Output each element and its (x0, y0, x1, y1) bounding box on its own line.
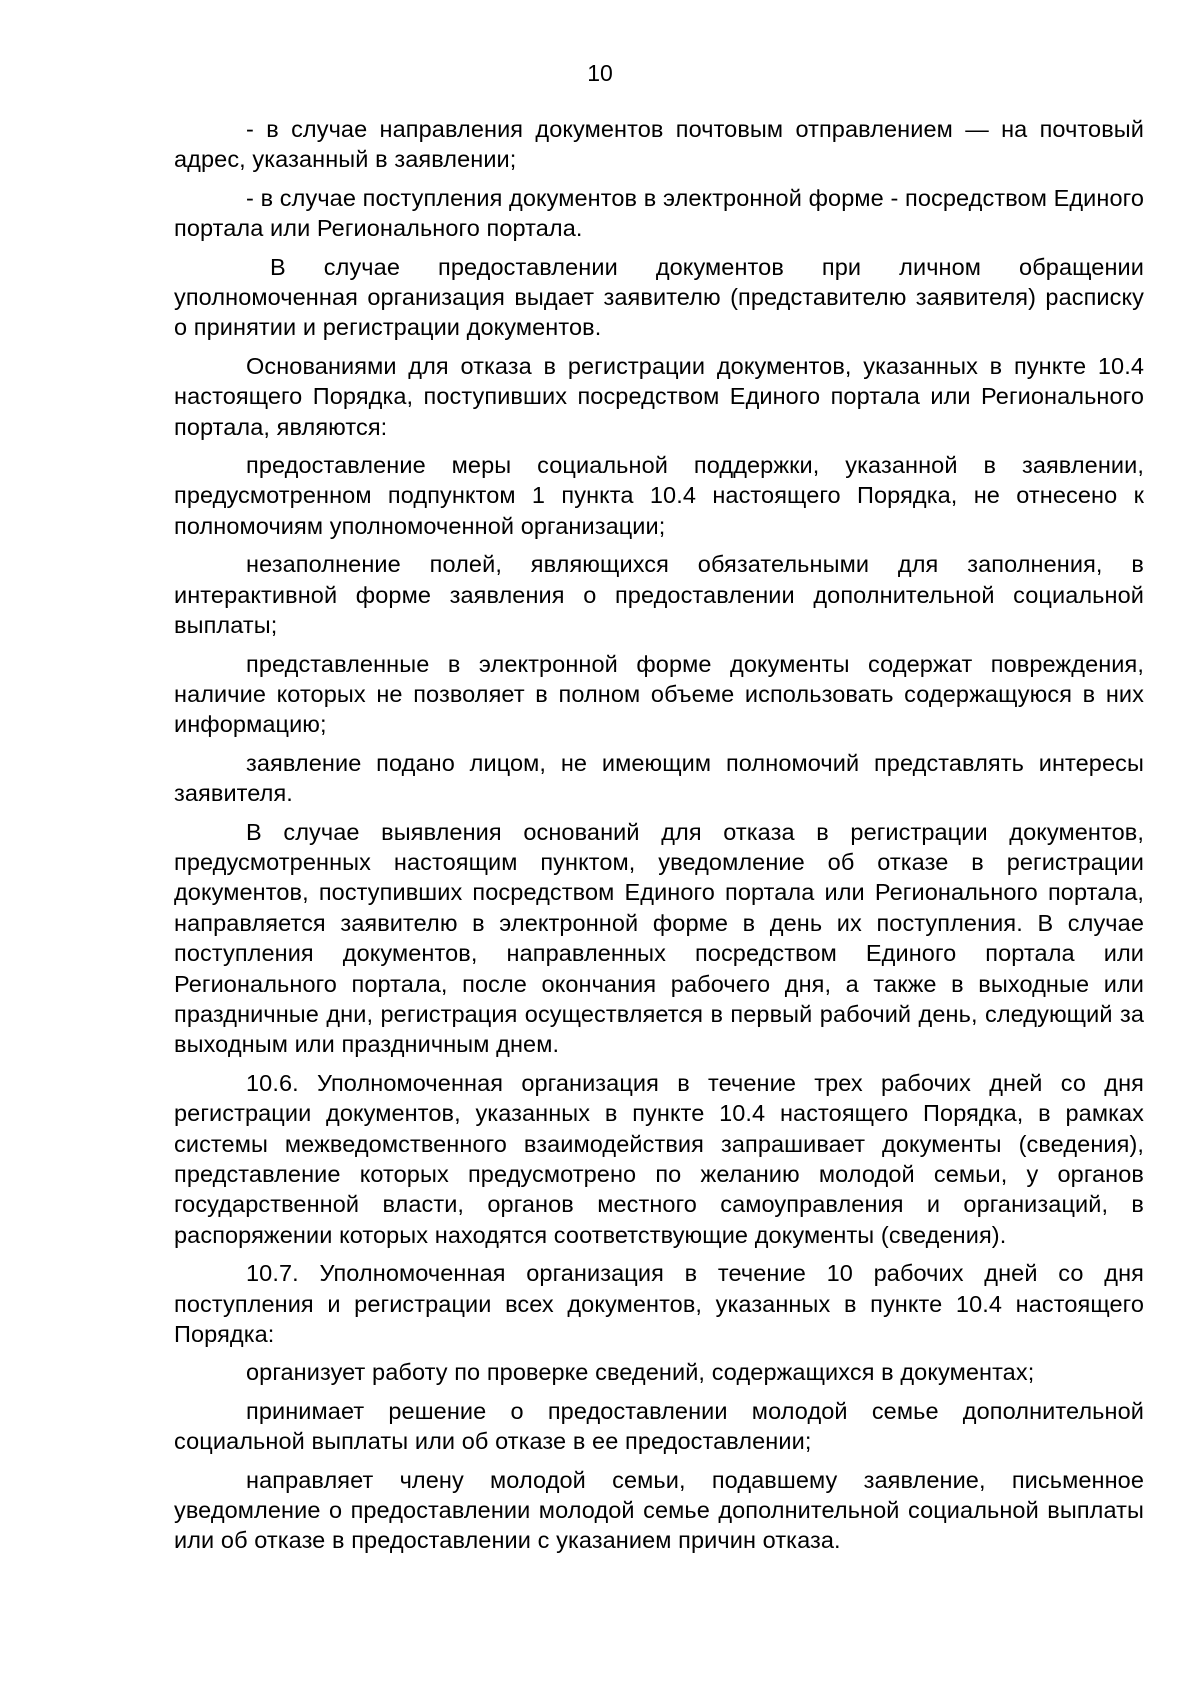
paragraph-ground-unfilled-fields: незаполнение полей, являющихся обязательными для заполнения, в интерактивной форме заявления о предоставлении дополнительной социальной выплаты; (174, 551, 1144, 639)
paragraph-ground-damaged-documents: представленные в электронной форме документы содержат повреждения, наличие которых не позволяет в полном объеме использовать содержащуюся в них информацию; (174, 650, 1144, 738)
paragraph-notification: направляет члену молодой семьи, подавшему заявление, письменное уведомление о предоставлении молодой семье дополнительной социальной выплаты или об отказе в предоставлении с указанием причин отказа. (174, 1466, 1144, 1554)
paragraph-clause-10-6: 10.6. Уполномоченная организация в течение трех рабочих дней со дня регистрации документов, указанных в пункте 10.4 настоящего Порядка, в рамках системы межведомственного взаимодействия запрашивает документы (сведения), представление которых предусмотрено по желанию молодой семьи, у органов государственной власти, органов местного самоуправления и организаций, в распоряжении которых находятся соответствующие документы (сведения). (174, 1069, 1144, 1248)
paragraph-refusal-grounds: Основаниями для отказа в регистрации документов, указанных в пункте 10.4 настоящего Порядка, поступивших посредством Единого портала или Регионального портала, являются: (174, 352, 1144, 440)
document-body (174, 114, 1144, 1564)
paragraph-postal-delivery: - в случае направления документов почтовым отправлением — на почтовый адрес, указанный в заявлении; (174, 116, 1144, 173)
paragraph-ground-unauthorized-person: заявление подано лицом, не имеющим полномочий представлять интересы заявителя. (174, 749, 1144, 807)
page-number: 10 (587, 60, 613, 86)
paragraph-decision: принимает решение о предоставлении молодой семье дополнительной социальной выплаты или об отказе в ее предоставлении; (174, 1397, 1144, 1455)
paragraph-personal-receipt: В случае предоставлении документов при личном обращении уполномоченная организация выдает заявителю (представителю заявителя) расписку о принятии и регистрации документов. (174, 253, 1144, 341)
paragraph-refusal-notification: В случае выявления оснований для отказа в регистрации документов, предусмотренных настоящим пунктом, уведомление об отказе в регистрации документов, поступивших посредством Единого портала или Регионального портала, направляется заявителю в электронной форме в день их поступления. В случае поступления документов, направленных посредством Единого портала или Регионального портала, после окончания рабочего дня, а также в выходные или праздничные дни, регистрация осуществляется в первый рабочий день, следующий за выходным или праздничным днем. (174, 818, 1144, 1058)
paragraph-electronic-delivery: - в случае поступления документов в электронной форме - посредством Единого портала или Регионального портала. (174, 184, 1144, 242)
paragraph-verification: организует работу по проверке сведений, содержащихся в документах; (246, 1359, 1035, 1386)
paragraph-ground-authority: предоставление меры социальной поддержки, указанной в заявлении, предусмотренном подпунктом 1 пункта 10.4 настоящего Порядка, не отнесено к полномочиям уполномоченной организации; (174, 452, 1144, 539)
paragraph-clause-10-7: 10.7. Уполномоченная организация в течение 10 рабочих дней со дня поступления и регистрации всех документов, указанных в пункте 10.4 настоящего Порядка: (174, 1260, 1144, 1348)
